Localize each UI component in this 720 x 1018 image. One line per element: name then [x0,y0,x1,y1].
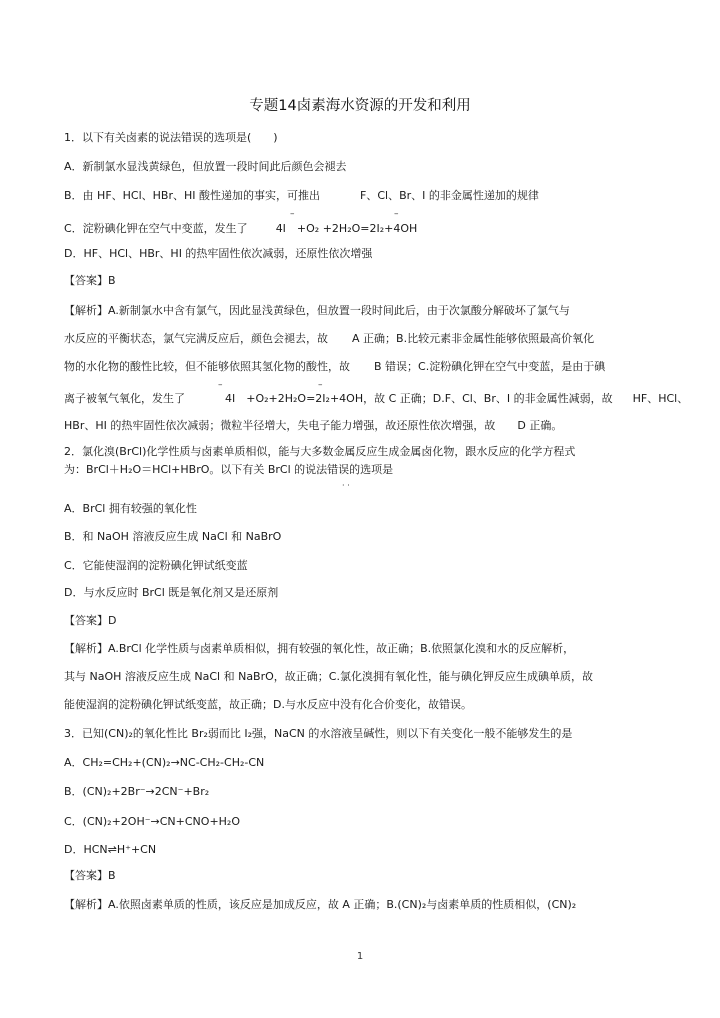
q1-explanation-line [64,360,605,374]
q1-exp-3a: 物的水化物的酸性比较，但不能够依照其氢化物的酸性，故 [64,360,350,373]
q3-stem: 3．已知(CN)₂的氧化性比 Br₂弱而比 I₂强，NaCN 的水溶液呈碱性，则以下有关变化一般不能够发生的是 [64,727,573,740]
q1-option-d: D．HF、HCl、HBr、HI 的热牢固性依次减弱，还原性依次增强 [64,247,373,260]
q2-stem-line: 为：BrCl＋H₂O＝HCl+HBrO。以下有关 BrCl 的说法错误的选项是 [64,463,394,476]
q1-explanation-line [64,332,594,346]
overbar-mark: – [394,209,399,219]
q3-answer: 【答案】B [64,869,116,882]
q2-option-b: B．和 NaOH 溶液反应生成 NaCl 和 NaBrO [64,530,282,543]
q1-option-c-equation: 4I +O₂ +2H₂O=2I₂+4OH [275,222,418,235]
q2-stem-line: 2．氯化溴(BrCl)化学性质与卤素单质相似，能与大多数金属反应生成金属卤化物，跟水反应的化学方程式 [64,445,576,458]
q1-option-c [64,222,417,236]
q3-option-b: B．(CN)₂+2Br⁻→2CN⁻+Br₂ [64,785,210,798]
q1-exp-2b: A 正确；B.比较元素非金属性能够依照最高价氧化 [352,332,595,345]
page-title: 专题14卤素海水资源的开发和利用 [249,98,471,114]
q1-exp-4a: 离子被氧气氧化，发生了 [64,392,185,405]
q1-exp-5a: HBr、HI 的热牢固性依次减弱；微粒半径增大，失电子能力增强，故还原性依次增强，故 [64,419,496,432]
q1-option-b-part1: B．由 HF、HCl、HBr、HI 酸性递加的事实，可推出 [64,189,321,202]
q1-stem: 1．以下有关卤素的说法错误的选项是( ) [64,131,278,144]
q3-explanation-line: 【解析】A.依照卤素单质的性质，该反应是加成反应，故 A 正确；B.(CN)₂与卤素单质的性质相似，(CN)₂ [64,898,577,911]
q3-option-d: D．HCN⇌H⁺+CN [64,843,157,856]
overbar-mark: – [318,380,323,390]
q2-explanation-line: 【解析】A.BrCl 化学性质与卤素单质相似，拥有较强的氧化性，故正确；B.依照氯化溴和水的反应解析， [64,642,575,655]
emphasis-dots: · · [342,481,350,490]
q2-answer: 【答案】D [64,614,117,627]
q1-exp-2a: 水反应的平衡状态，氯气完满反应后，颜色会褪去，故 [64,332,328,345]
overbar-mark: – [290,209,295,219]
q2-explanation-line: 能使湿润的淀粉碘化钾试纸变蓝，故正确；D.与水反应中没有化合价变化，故错误。 [64,698,472,711]
q1-explanation-line [64,419,562,433]
q2-option-a: A．BrCl 拥有较强的氧化性 [64,502,197,515]
page-number: 1 [356,951,364,962]
q1-explanation-line: 【解析】A.新制氯水中含有氯气，因此显浅黄绿色，但放置一段时间此后，由于次氯酸分解破坏了氯气与 [64,304,570,317]
q1-exp-3b: B 错误；C.淀粉碘化钾在空气中变蓝，是由于碘 [374,360,606,373]
q1-exp-5b: D 正确。 [517,419,563,432]
q1-option-b-part2: F、Cl、Br、I 的非金属性递加的规律 [360,189,539,202]
q3-option-c: C．(CN)₂+2OH⁻→CN+CNO+H₂O [64,815,240,828]
q1-exp-4b: 4I +O₂+2H₂O=2I₂+4OH，故 C 正确；D.F、Cl、Br、I 的非金属性减弱，故 [225,392,613,405]
q1-exp-4c: HF、HCl、 [632,392,689,405]
overbar-mark: – [218,380,223,390]
q3-option-a: A．CH₂=CH₂+(CN)₂→NC-CH₂-CH₂-CN [64,756,265,769]
q1-option-c-part1: C．淀粉碘化钾在空气中变蓝，发生了 [64,222,248,235]
q2-option-d: D．与水反应时 BrCl 既是氧化剂又是还原剂 [64,586,279,599]
q2-explanation-line: 其与 NaOH 溶液反应生成 NaCl 和 NaBrO，故正确；C.氯化溴拥有氧化性，能与碘化钾反应生成碘单质，故 [64,670,593,683]
q1-option-a: A．新制氯水显浅黄绿色，但放置一段时间此后颜色会褪去 [64,160,347,173]
q2-option-c: C．它能使湿润的淀粉碘化钾试纸变蓝 [64,559,248,572]
q1-answer: 【答案】B [64,274,116,287]
q1-explanation-line [64,392,688,406]
q1-option-b [64,189,539,203]
